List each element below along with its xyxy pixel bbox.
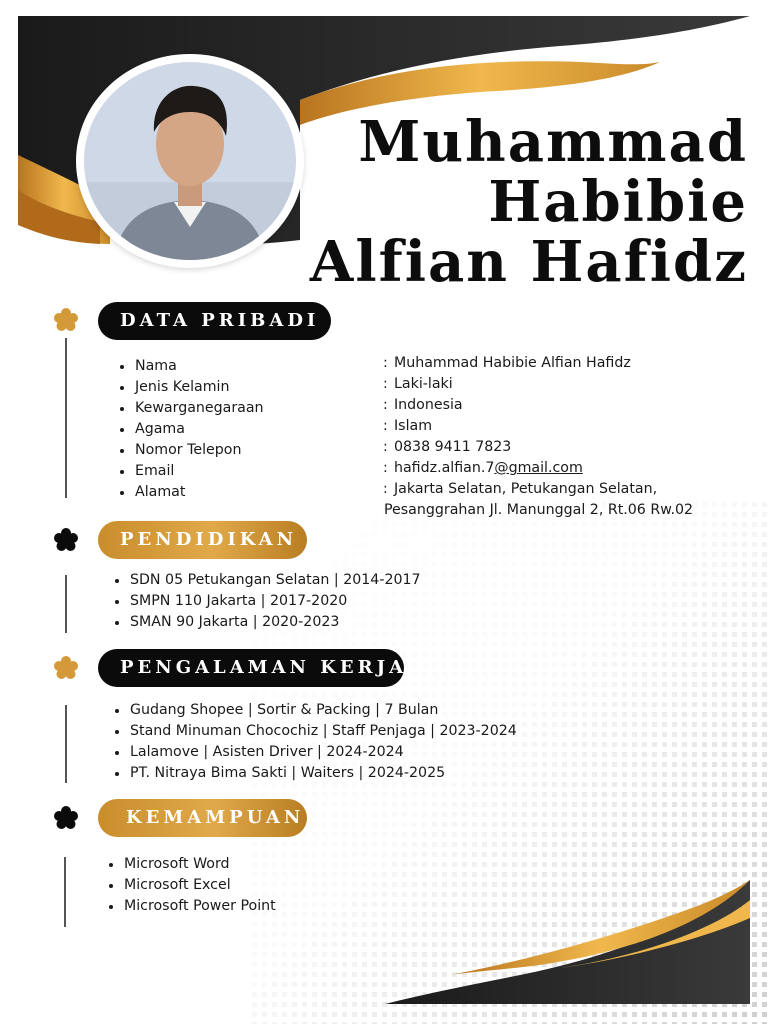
list-item: Email: [120, 461, 264, 482]
name-line-2: Habibie: [488, 169, 748, 235]
avatar-illustration: [84, 62, 296, 260]
flower-icon: [53, 307, 79, 333]
timeline-line: [64, 857, 66, 927]
list-item: Stand Minuman Chocochiz | Staff Penjaga | 2023-2024: [115, 721, 517, 742]
name-line-3: Alfian Hafidz: [309, 229, 748, 295]
list-item: Nomor Telepon: [120, 440, 264, 461]
list-item: Nama: [120, 356, 264, 377]
list-item: Gudang Shopee | Sortir & Packing | 7 Bulan: [115, 700, 517, 721]
value-email: [383, 458, 693, 479]
timeline-line: [65, 338, 67, 498]
email-user[interactable]: hafidz.alfian.7: [394, 460, 495, 476]
separator: :: [383, 397, 388, 413]
section-title-pengalaman-kerja: PENGALAMAN KERJA: [98, 649, 404, 687]
list-item: PT. Nitraya Bima Sakti | Waiters | 2024-2025: [115, 763, 517, 784]
list-item: SDN 05 Petukangan Selatan | 2014-2017: [115, 570, 421, 591]
section-title-data-pribadi: DATA PRIBADI: [98, 302, 331, 340]
flower-icon: [53, 527, 79, 553]
timeline-line: [65, 705, 67, 783]
flower-icon: [53, 655, 79, 681]
timeline-line: [65, 575, 67, 633]
value-citizenship: : Indonesia: [383, 395, 693, 416]
list-item: Agama: [120, 419, 264, 440]
list-item: Kewarganegaraan: [120, 398, 264, 419]
full-name-heading: [309, 109, 748, 295]
list-item: Microsoft Excel: [109, 875, 276, 896]
value-address-1: : Jakarta Selatan, Petukangan Selatan,: [383, 479, 693, 500]
list-item: Jenis Kelamin: [120, 377, 264, 398]
email-link[interactable]: @gmail.com: [494, 460, 583, 476]
personal-values: [383, 353, 693, 521]
list-item: Microsoft Word: [109, 854, 276, 875]
education-list: [115, 570, 421, 633]
experience-list: [115, 700, 517, 784]
skills-list: [109, 854, 276, 917]
section-title-pendidikan: PENDIDIKAN: [98, 521, 307, 559]
value-phone: : 0838 9411 7823: [383, 437, 693, 458]
separator: :: [383, 460, 388, 476]
flower-icon: [53, 805, 79, 831]
separator: :: [383, 376, 388, 392]
section-title-kemampuan: KEMAMPUAN: [98, 799, 307, 837]
value-name: : Muhammad Habibie Alfian Hafidz: [383, 353, 693, 374]
value-religion: : Islam: [383, 416, 693, 437]
value-address-2: Pesanggrahan Jl. Manunggal 2, Rt.06 Rw.02: [384, 502, 694, 518]
name-line-1: Muhammad: [358, 109, 748, 175]
separator: :: [383, 481, 388, 497]
separator: :: [383, 418, 388, 434]
profile-photo: [76, 54, 304, 268]
separator: :: [383, 439, 388, 455]
list-item: Alamat: [120, 482, 264, 503]
value-gender: : Laki-laki: [383, 374, 693, 395]
list-item: Microsoft Power Point: [109, 896, 276, 917]
list-item: Lalamove | Asisten Driver | 2024-2024: [115, 742, 517, 763]
list-item: SMPN 110 Jakarta | 2017-2020: [115, 591, 421, 612]
separator: :: [383, 355, 388, 371]
list-item: SMAN 90 Jakarta | 2020-2023: [115, 612, 421, 633]
personal-labels-list: [120, 356, 264, 503]
